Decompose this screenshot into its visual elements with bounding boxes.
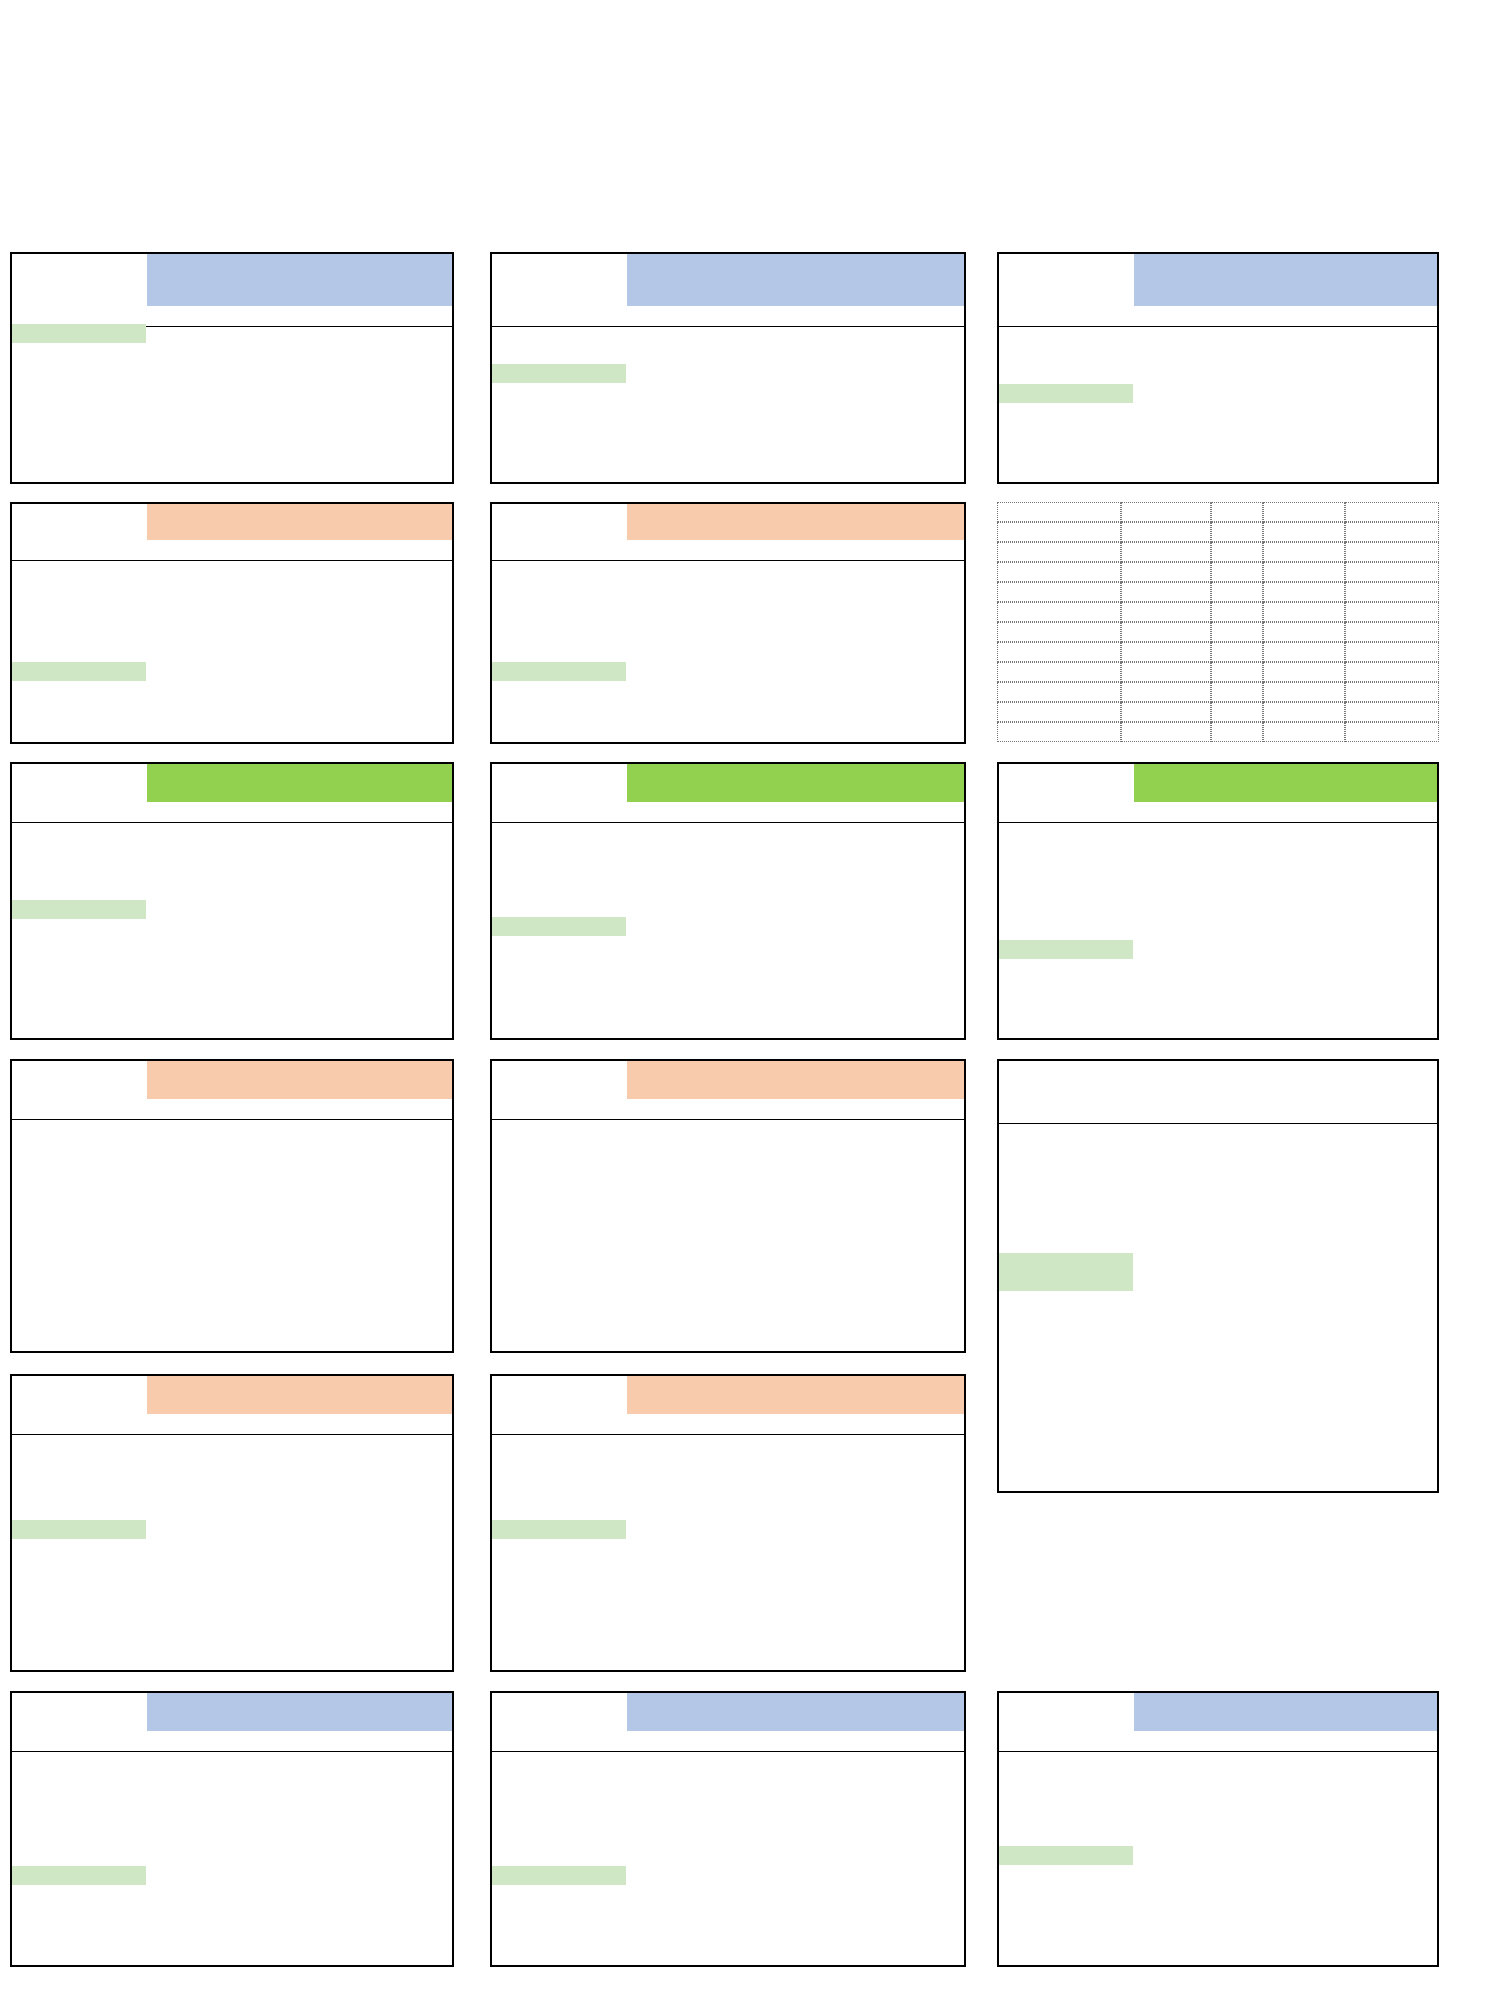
team-box-d1: [10, 502, 454, 744]
header-rule: [999, 326, 1437, 327]
grid-cell: [1263, 502, 1345, 522]
captain-badge: [999, 1253, 1133, 1272]
grid-cell: [1263, 682, 1345, 702]
grid-cell: [1345, 622, 1439, 642]
header-band: [627, 1376, 964, 1414]
header-rule: [12, 560, 452, 561]
header-rule: [492, 560, 964, 561]
grid-cell: [1211, 562, 1263, 582]
grid-cell: [1345, 582, 1439, 602]
header-band: [627, 764, 964, 802]
header-rule: [999, 1751, 1437, 1752]
captain-badge: [12, 900, 146, 919]
captain-badge: [999, 384, 1133, 403]
grid-cell: [1211, 602, 1263, 622]
grid-cell: [997, 722, 1121, 742]
grid-cell: [1211, 502, 1263, 522]
team-box-h4: [490, 1374, 966, 1672]
grid-cell: [1263, 582, 1345, 602]
grid-cell: [1211, 522, 1263, 542]
header-band: [627, 254, 964, 306]
header-rule: [12, 822, 452, 823]
grid-cell: [997, 502, 1121, 522]
grid-cell: [997, 582, 1121, 602]
grid-cell: [1263, 602, 1345, 622]
grid-cell: [1211, 642, 1263, 662]
header-band: [1134, 1693, 1437, 1731]
header-rule: [492, 1119, 964, 1120]
header-rule: [12, 1119, 452, 1120]
header-band: [627, 1693, 964, 1731]
header-band: [1134, 764, 1437, 802]
grid-cell: [1345, 722, 1439, 742]
team-box-h1: [10, 1059, 454, 1353]
header-rule: [999, 1123, 1437, 1124]
captain-badge: [999, 1846, 1133, 1865]
grid-cell: [1263, 702, 1345, 722]
header-rule: [492, 1434, 964, 1435]
grid-cell: [1121, 602, 1211, 622]
captain-badge: [492, 1520, 626, 1539]
grid-cell: [1121, 622, 1211, 642]
grid-cell: [1263, 642, 1345, 662]
grid-cell: [1211, 582, 1263, 602]
header-rule: [999, 822, 1437, 823]
grid-cell: [1263, 522, 1345, 542]
captain-badge: [492, 1866, 626, 1885]
team-box-t2: [490, 252, 966, 484]
grid-cell: [1121, 722, 1211, 742]
team-box-d50c: [997, 762, 1439, 1040]
grid-cell: [1263, 562, 1345, 582]
captain-badge: [12, 1520, 146, 1539]
grid-cell: [1211, 722, 1263, 742]
grid-cell: [1263, 662, 1345, 682]
grid-cell: [1345, 562, 1439, 582]
grid-cell: [997, 562, 1121, 582]
grid-cell: [1121, 562, 1211, 582]
team-box-h50c: [997, 1691, 1439, 1967]
team-box-t1: [10, 252, 454, 484]
header-band: [627, 504, 964, 540]
grid-cell: [1345, 682, 1439, 702]
grid-cell: [997, 522, 1121, 542]
team-box-t3: [997, 252, 1439, 484]
captain-badge: [999, 940, 1133, 959]
grid-cell: [997, 602, 1121, 622]
header-band: [147, 504, 452, 540]
grid-cell: [1263, 622, 1345, 642]
captain-badge: [12, 324, 146, 343]
grid-cell: [997, 702, 1121, 722]
grid-cell: [1345, 542, 1439, 562]
grid-cell: [1345, 522, 1439, 542]
grid-cell: [1121, 702, 1211, 722]
grid-cell: [1345, 642, 1439, 662]
team-box-d2: [490, 502, 966, 744]
grid-cell: [1345, 702, 1439, 722]
grid-cell: [997, 682, 1121, 702]
grid-cell: [997, 622, 1121, 642]
team-box-h50b: [490, 1691, 966, 1967]
grid-cell: [1211, 702, 1263, 722]
grid-cell: [1121, 582, 1211, 602]
team-box-h50a: [10, 1691, 454, 1967]
grid-cell: [1121, 522, 1211, 542]
grid-cell: [997, 642, 1121, 662]
grid-cell: [1121, 682, 1211, 702]
grid-cell: [997, 542, 1121, 562]
team-box-h3: [10, 1374, 454, 1672]
grid-cell: [1211, 542, 1263, 562]
team-box-h2: [490, 1059, 966, 1353]
header-band: [147, 764, 452, 802]
header-rule: [492, 1751, 964, 1752]
grid-cell: [1345, 662, 1439, 682]
captain-badge: [999, 1272, 1133, 1291]
captain-badge: [12, 662, 146, 681]
header-band: [147, 1693, 452, 1731]
header-band: [147, 1061, 452, 1099]
team-box-h5: [997, 1059, 1439, 1493]
header-band: [147, 1376, 452, 1414]
header-band: [627, 1061, 964, 1099]
header-band: [147, 254, 452, 306]
grid-cell: [1121, 542, 1211, 562]
header-rule: [12, 1751, 452, 1752]
captain-badge: [12, 1866, 146, 1885]
header-rule: [492, 326, 964, 327]
header-rule: [12, 1434, 452, 1435]
captain-badge: [492, 662, 626, 681]
grid-cell: [1345, 602, 1439, 622]
grid-cell: [1121, 662, 1211, 682]
header-rule: [492, 822, 964, 823]
grid-cell: [1121, 642, 1211, 662]
grid-cell: [1121, 502, 1211, 522]
header-band: [1134, 254, 1437, 306]
team-box-d50b: [490, 762, 966, 1040]
grid-cell: [997, 662, 1121, 682]
grid-cell: [1263, 542, 1345, 562]
captain-badge: [492, 917, 626, 936]
grid-cell: [1263, 722, 1345, 742]
grid-cell: [1211, 682, 1263, 702]
grid-cell: [1345, 502, 1439, 522]
grid-cell: [1211, 622, 1263, 642]
captain-badge: [492, 364, 626, 383]
team-box-d50a: [10, 762, 454, 1040]
grid-cell: [1211, 662, 1263, 682]
